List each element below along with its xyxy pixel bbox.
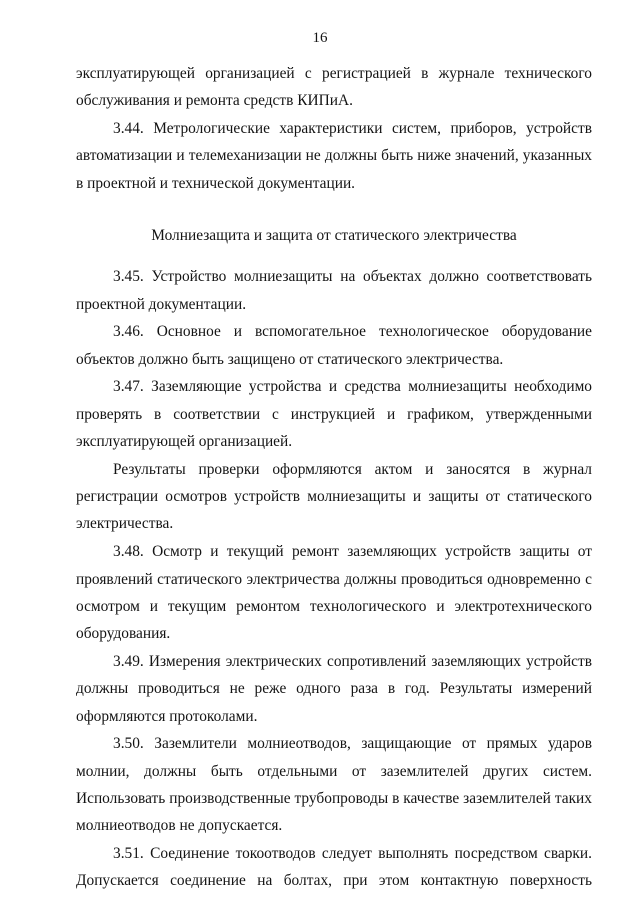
paragraph-3-47: 3.47. Заземляющие устройства и средства молниезащиты необходимо проверять в соответствии с инструкцией и графиком, утвержденными эксплуатирующей организацией.	[76, 378, 592, 451]
paragraph-3-45: 3.45. Устройство молниезащиты на объектах должно соответствовать проектной документации.	[76, 268, 592, 313]
page-number: 16	[312, 30, 328, 46]
paragraph-3-49: 3.49. Измерения электрических сопротивлений заземляющих устройств должны проводиться не реже одного раза в год. Результаты измерений оформляются протоколами.	[76, 652, 592, 725]
paragraph-3-48: 3.48. Осмотр и текущий ремонт заземляющих устройств защиты от проявлений статического электричества должны проводиться одновременно с осмотром и текущим ремонтом технологического и электротехнического оборудования.	[76, 543, 592, 643]
paragraph-continuation: эксплуатирующей организацией с регистрацией в журнале технического обслуживания и ремонта средств КИПиА.	[76, 65, 592, 110]
section-heading: Молниезащита и защита от статического электричества	[151, 226, 517, 244]
paragraph-3-44: 3.44. Метрологические характеристики систем, приборов, устройств автоматизации и телемеханизации не должны быть ниже значений, указанных в проектной и технической документации.	[76, 120, 592, 192]
paragraph-3-50: 3.50. Заземлители молниеотводов, защищающие от прямых ударов молнии, должны быть отдельными от заземлителей других систем. Использовать производственные трубопроводы в качестве заземлителей таких молниеотводов не допускается.	[76, 735, 592, 835]
paragraph-3-51: 3.51. Соединение токоотводов следует выполнять посредством сварки. Допускается соединение на болтах, при этом контактную поверхность	[76, 845, 592, 890]
document-body	[76, 60, 592, 895]
paragraph-3-46: 3.46. Основное и вспомогательное технологическое оборудование объектов должно быть защищено от статического электричества.	[76, 323, 592, 368]
paragraph-inspection-results: Результаты проверки оформляются актом и заносятся в журнал регистрации осмотров устройств молниезащиты и защиты от статического электричества.	[76, 460, 592, 533]
